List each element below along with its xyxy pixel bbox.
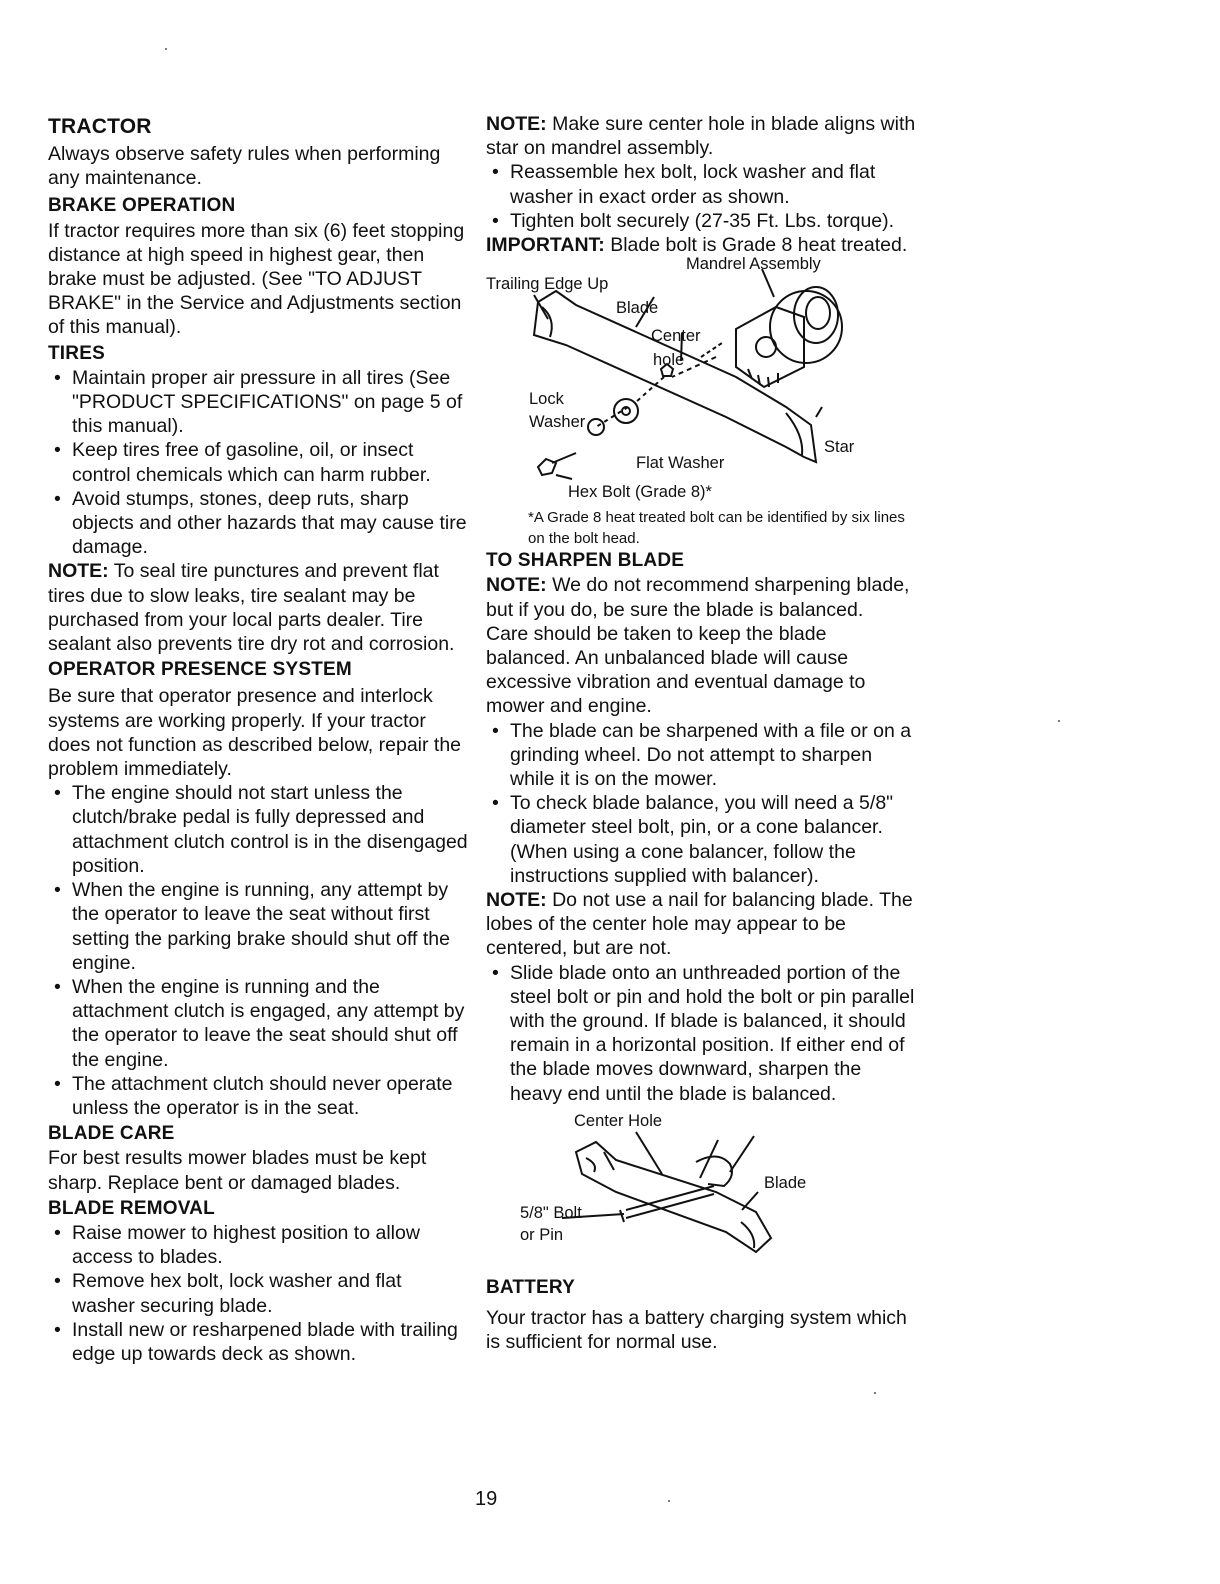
figure-caption: *A Grade 8 heat treated bolt can be identified by six lines on the bolt head.	[528, 509, 905, 548]
list-item: • Install new or resharpened blade with trailing edge up towards deck as shown.	[48, 1318, 468, 1366]
center-hole-label: Center Hole	[574, 1111, 663, 1130]
list-item: • Keep tires free of gasoline, oil, or insect control chemicals which can harm rubber.	[48, 438, 468, 486]
center-label: Center	[651, 327, 701, 346]
mandrel-note	[486, 112, 916, 160]
washer-label: Washer	[529, 413, 586, 432]
right-column	[486, 112, 916, 1355]
scan-speck	[1058, 720, 1060, 722]
balance-figure	[486, 1112, 916, 1272]
tractor-heading: TRACTOR	[48, 115, 152, 138]
slide-list	[486, 961, 916, 1106]
mandrel-label: Mandrel Assembly	[686, 255, 821, 274]
lock-washer	[614, 399, 638, 423]
list-item: • The blade can be sharpened with a file or on a grinding wheel. Do not attempt to sharpen while it is on the mower.	[486, 719, 916, 792]
flat-washer	[588, 419, 604, 435]
list-item: • Tighten bolt securely (27-35 Ft. Lbs. torque).	[486, 209, 916, 233]
trailing-edge-label: Trailing Edge Up	[486, 275, 609, 294]
star-label: Star	[824, 438, 855, 457]
ops-text: Be sure that operator presence and interlock systems are working properly. If your tractor does not function as described below, repair the problem immediately.	[48, 685, 462, 781]
list-item: • When the engine is running, any attempt by the operator to leave the seat without first setting the parking brake should shut off the engine.	[48, 878, 468, 975]
blade-care-heading: BLADE CARE	[48, 1123, 175, 1145]
note-text: We do not recommend sharpening blade, but if you do, be sure the blade is balanced.	[486, 574, 910, 621]
brake-text: If tractor requires more than six (6) feet stopping distance at high speed in highest gear, then brake must be adjusted. (See "TO ADJUST BRAKE" in the Service and Adjustments section of this manual).	[48, 219, 465, 339]
flat-washer-label: Flat Washer	[636, 454, 725, 473]
list-item: • Avoid stumps, stones, deep ruts, sharp objects and other hazards that may cause tire damage.	[48, 487, 468, 560]
tires-heading: TIRES	[48, 342, 105, 364]
balance-bolt	[626, 1186, 714, 1218]
bolt-label: 5/8" Bolt	[520, 1203, 582, 1222]
ops-list	[48, 781, 468, 1120]
left-column	[48, 112, 468, 1366]
note-text: Do not use a nail for balancing blade. The lobes of the center hole may appear to be centered, but are not.	[486, 889, 913, 960]
note-label: NOTE:	[48, 560, 109, 583]
balance-drawing	[486, 1112, 916, 1272]
list-item: • Slide blade onto an unthreaded portion of the steel bolt or pin and hold the bolt or pin parallel with the ground. If blade is balanced, it should remain in a horizontal position. If either end of the blade moves downward, sharpen the heavy end until the blade is balanced.	[486, 961, 916, 1106]
blade-label-2: Blade	[764, 1173, 807, 1192]
page-number: 19	[475, 1488, 498, 1510]
blade-removal-heading: BLADE REMOVAL	[48, 1197, 215, 1219]
blade-assembly-figure	[486, 257, 916, 507]
sharpen-heading: TO SHARPEN BLADE	[486, 550, 685, 572]
or-pin-label: or Pin	[520, 1225, 564, 1244]
scan-speck	[668, 1500, 670, 1502]
note-text: Make sure center hole in blade aligns with star on mandrel assembly.	[486, 113, 916, 160]
sharpen-list	[486, 719, 916, 888]
note-label: NOTE:	[486, 574, 547, 597]
ops-heading: OPERATOR PRESENCE SYSTEM	[48, 659, 352, 681]
care-text: Care should be taken to keep the blade balanced. An unbalanced blade will cause excessive vibration and eventual damage to mower and engine.	[486, 622, 866, 718]
hole-label: hole	[653, 351, 685, 370]
list-item: • Reassemble hex bolt, lock washer and flat washer in exact order as shown.	[486, 160, 916, 208]
scan-speck	[874, 1392, 876, 1394]
hand	[696, 1156, 732, 1186]
list-item: • Maintain proper air pressure in all tires (See "PRODUCT SPECIFICATIONS" on page 5 of this manual).	[48, 366, 468, 439]
list-item: • To check blade balance, you will need a 5/8" diameter steel bolt, pin, or a cone balancer. (When using a cone balancer, follow the instructions supplied with balancer).	[486, 791, 916, 888]
mandrel-pulley	[770, 291, 842, 363]
battery-text: Your tractor has a battery charging system which is sufficient for normal use.	[486, 1307, 907, 1354]
sharpen-note	[486, 573, 916, 621]
blade-label: Blade	[616, 299, 659, 318]
nail-note	[486, 888, 916, 961]
list-item: • The attachment clutch should never operate unless the operator is in the seat.	[48, 1072, 468, 1120]
battery-heading: BATTERY	[486, 1276, 576, 1298]
important-text: Blade bolt is Grade 8 heat treated.	[610, 234, 908, 257]
note-text: To seal tire punctures and prevent flat tires due to slow leaks, tire sealant may be purchased from your local parts dealer. Tire sealant also prevents tire dry rot and corrosion.	[48, 560, 455, 656]
tires-list	[48, 366, 468, 560]
important-note	[486, 233, 916, 257]
list-item: • Remove hex bolt, lock washer and flat washer securing blade.	[48, 1269, 468, 1317]
scan-speck	[165, 48, 167, 50]
list-item: • The engine should not start unless the clutch/brake pedal is fully depressed and attachment clutch control is in the disengaged position.	[48, 781, 468, 878]
blade-care-text: For best results mower blades must be kept sharp. Replace bent or damaged blades.	[48, 1147, 427, 1194]
blade-removal-list	[48, 1221, 468, 1366]
hex-bolt-label: Hex Bolt (Grade 8)*	[568, 483, 712, 502]
list-item: • When the engine is running and the attachment clutch is engaged, any attempt by the operator to leave the seat should shut off the engine.	[48, 975, 468, 1072]
tires-note	[48, 559, 468, 656]
brake-heading: BRAKE OPERATION	[48, 195, 236, 217]
list-item: • Raise mower to highest position to allow access to blades.	[48, 1221, 468, 1269]
note-label: NOTE:	[486, 889, 547, 912]
lock-label: Lock	[529, 390, 564, 409]
reassemble-list	[486, 160, 916, 233]
note-label: NOTE:	[486, 113, 547, 135]
important-label: IMPORTANT:	[486, 234, 605, 257]
tractor-intro: Always observe safety rules when performing any maintenance.	[48, 143, 441, 190]
